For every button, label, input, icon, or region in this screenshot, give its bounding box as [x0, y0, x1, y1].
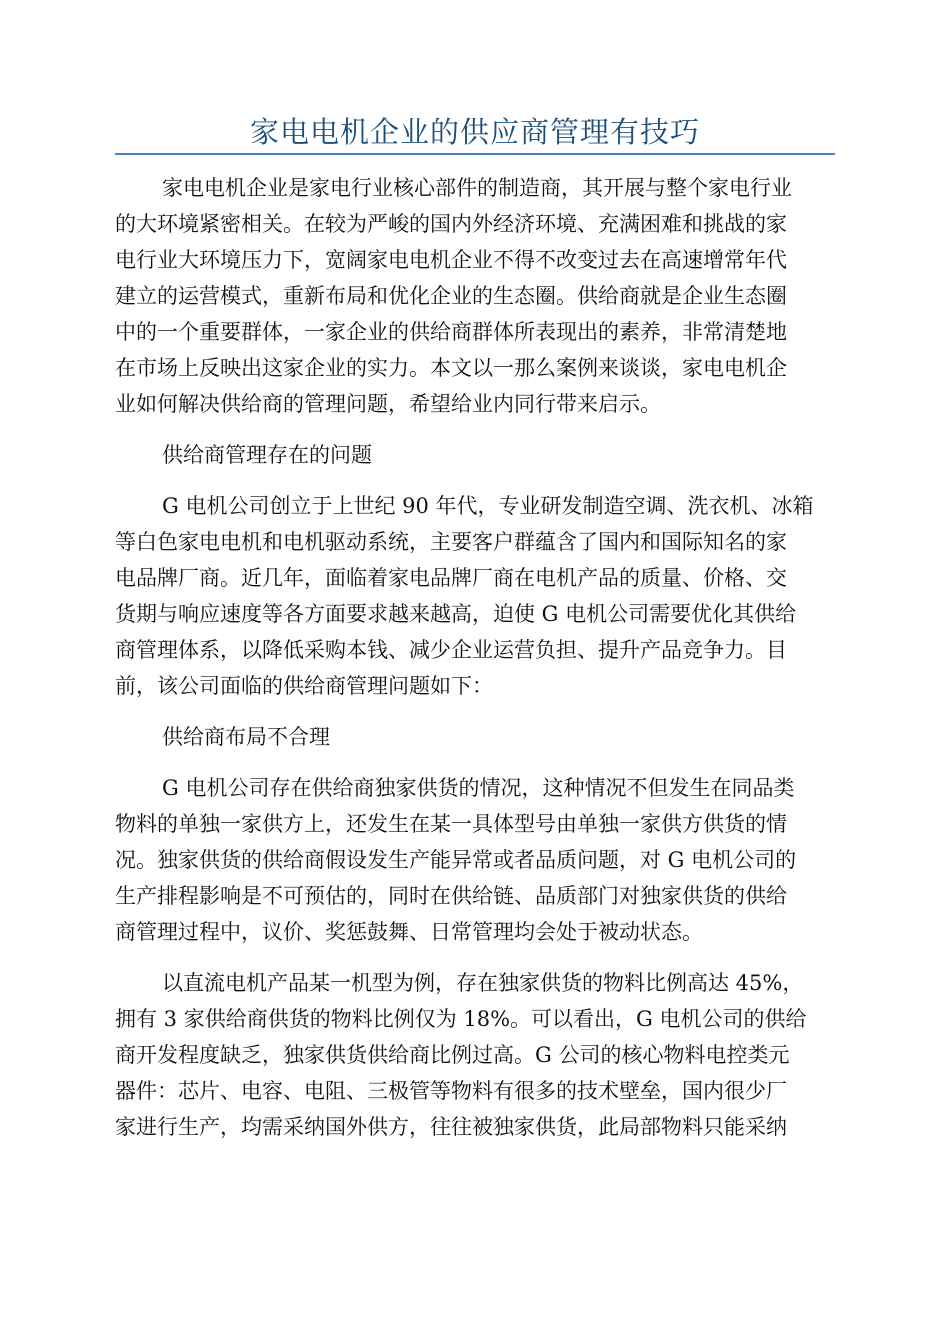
text-line: 电品牌厂商。近几年，面临着家电品牌厂商在电机产品的质量、价格、交: [115, 566, 787, 590]
text-line: 生产排程影响是不可预估的，同时在供给链、品质部门对独家供货的供给: [115, 884, 787, 908]
text-line: 商开发程度缺乏，独家供货供给商比例过高。G 公司的核心物料电控类元: [115, 1043, 790, 1067]
text-line: 供给商管理存在的问题: [162, 443, 372, 467]
text-line: 家进行生产，均需采纳国外供方，往往被独家供货，此局部物料只能采纳: [115, 1115, 787, 1139]
text-line: G 电机公司创立于上世纪 90 年代，专业研发制造空调、洗衣机、冰箱: [162, 494, 814, 518]
text-line: 供给商布局不合理: [162, 725, 330, 749]
text-line: 业如何解决供给商的管理问题，希望给业内同行带来启示。: [115, 392, 661, 416]
text-line: 物料的单独一家供方上，还发生在某一具体型号由单独一家供方供货的情: [115, 812, 787, 836]
text-line: 电行业大环境压力下，宽阔家电电机企业不得不改变过去在高速增常年代: [115, 248, 787, 272]
text-line: 中的一个重要群体，一家企业的供给商群体所表现出的素养，非常清楚地: [115, 320, 787, 344]
document-body: [115, 170, 835, 1160]
paragraph-example: [115, 965, 835, 1145]
text-line: 在市场上反映出这家企业的实力。本文以一那么案例来谈谈，家电电机企: [115, 356, 787, 380]
text-line: 商管理体系，以降低采购本钱、减少企业运营负担、提升产品竞争力。目: [115, 638, 787, 662]
paragraph-sole-supplier: [115, 770, 835, 950]
text-line: 商管理过程中，议价、奖惩鼓舞、日常管理均会处于被动状态。: [115, 920, 703, 944]
document-title: 家电电机企业的供应商管理有技巧: [249, 115, 700, 149]
text-line: 的大环境紧密相关。在较为严峻的国内外经济环境、充满困难和挑战的家: [115, 212, 787, 236]
text-line: 况。独家供货的供给商假设发生产能异常或者品质问题，对 G 电机公司的: [115, 848, 797, 872]
text-line: G 电机公司存在供给商独家供货的情况，这种情况不但发生在同品类: [162, 776, 795, 800]
text-line: 前，该公司面临的供给商管理问题如下：: [115, 674, 493, 698]
section-heading: [115, 719, 835, 755]
title-underline: [115, 153, 835, 155]
text-line: 以直流电机产品某一机型为例，存在独家供货的物料比例高达 45%，: [162, 971, 804, 995]
section-heading: [115, 437, 835, 473]
text-line: 家电电机企业是家电行业核心部件的制造商，其开展与整个家电行业: [162, 176, 792, 200]
paragraph-company: [115, 488, 835, 704]
text-line: 等白色家电电机和电机驱动系统，主要客户群蕴含了国内和国际知名的家: [115, 530, 787, 554]
text-line: 货期与响应速度等各方面要求越来越高，迫使 G 电机公司需要优化其供给: [115, 602, 797, 626]
text-line: 器件：芯片、电容、电阻、三极管等物料有很多的技术壁垒，国内很少厂: [115, 1079, 787, 1103]
text-line: 拥有 3 家供给商供货的物料比例仅为 18%。可以看出，G 电机公司的供给: [115, 1007, 807, 1031]
text-line: 建立的运营模式，重新布局和优化企业的生态圈。供给商就是企业生态圈: [115, 284, 787, 308]
paragraph-intro: [115, 170, 835, 422]
